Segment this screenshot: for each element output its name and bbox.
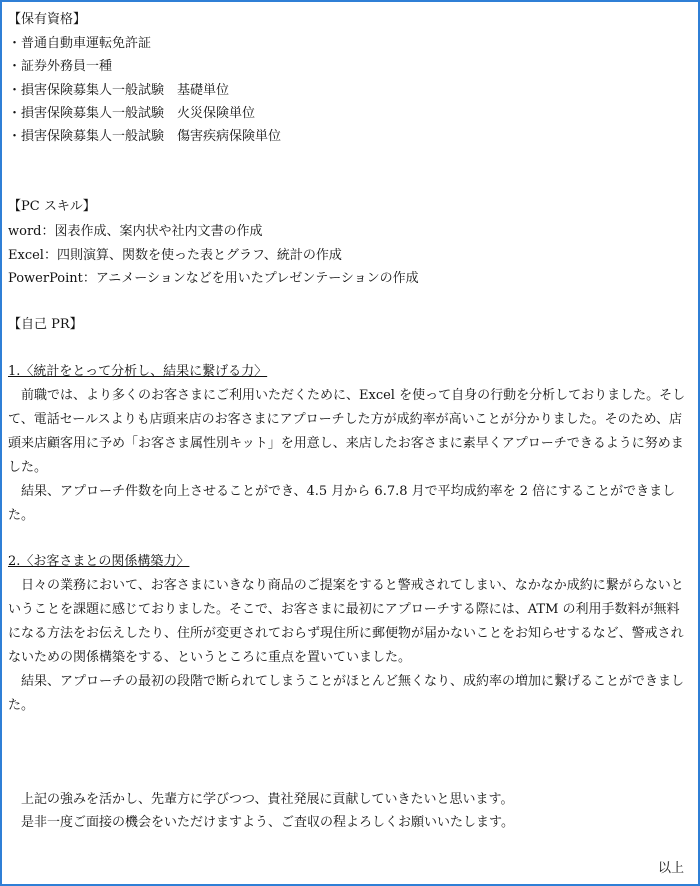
pc-skill-item: PowerPoint：アニメーションなどを用いたプレゼンテーションの作成 [8,271,419,286]
section1-paragraph: 結果、アプローチ件数を向上させることができ、4.5 月から 6.7.8 月で平均成約率を 2 倍にすることができました。 [8,484,676,523]
section1-title: 1.〈統計をとって分析し、結果に繋げる力〉 [8,364,268,379]
qualifications-heading: 【保有資格】 [8,12,87,27]
section1-paragraph: 前職では、より多くのお客さまにご利用いただくために、Excel を使って自身の行動を分析しておりました。そして、電話セールスよりも店頭来店のお客さまにアプローチした方が成約率が高いことが分かりました。そのため、店頭来店顧客用に予め「お客さま属性別キット」を用意し、来店したお客さまに素早くアプローチできるように努めました。 [8,388,686,475]
section2-paragraph: 日々の業務において、お客さまにいきなり商品のご提案をすると警戒されてしまい、なかなか成約に繋がらないということを課題に感じておりました。そこで、お客さまに最初にアプローチする際には、ATM の利用手数料が無料になる方法をお伝えしたり、住所が変更されておらず現住所に郵便物が届かないことをお知らせするなど、警戒されないための関係構築をする、というところに重点を置いていました。 [8,578,684,665]
closing-line: 上記の強みを活かし、先輩方に学びつつ、貴社発展に貢献していきたいと思います。 [21,792,514,807]
pc-skills-heading: 【PC スキル】 [8,199,96,214]
qualification-item: ・普通自動車運転免許証 [8,36,152,51]
self-pr-heading: 【自己 PR】 [8,317,83,332]
qualification-item: ・損害保険募集人一般試験 火災保険単位 [8,106,256,121]
section2-paragraph: 結果、アプローチの最初の段階で断られてしまうことがほとんど無くなり、成約率の増加に繋げることができました。 [8,674,685,713]
qualification-item: ・損害保険募集人一般試験 基礎単位 [8,83,230,98]
closing-line: 是非一度ご面接の機会をいただけますよう、ご査収の程よろしくお願いいたします。 [21,815,514,830]
pc-skill-item: Excel：四則演算、関数を使った表とグラフ、統計の作成 [8,248,342,263]
closing-end: 以上 [657,861,684,876]
qualification-item: ・証券外務員一種 [8,59,113,74]
qualification-item: ・損害保険募集人一般試験 傷害疾病保険単位 [8,129,282,144]
pc-skill-item: word：図表作成、案内状や社内文書の作成 [8,224,263,239]
section2-title: 2.〈お客さまとの関係構築力〉 [8,554,190,569]
